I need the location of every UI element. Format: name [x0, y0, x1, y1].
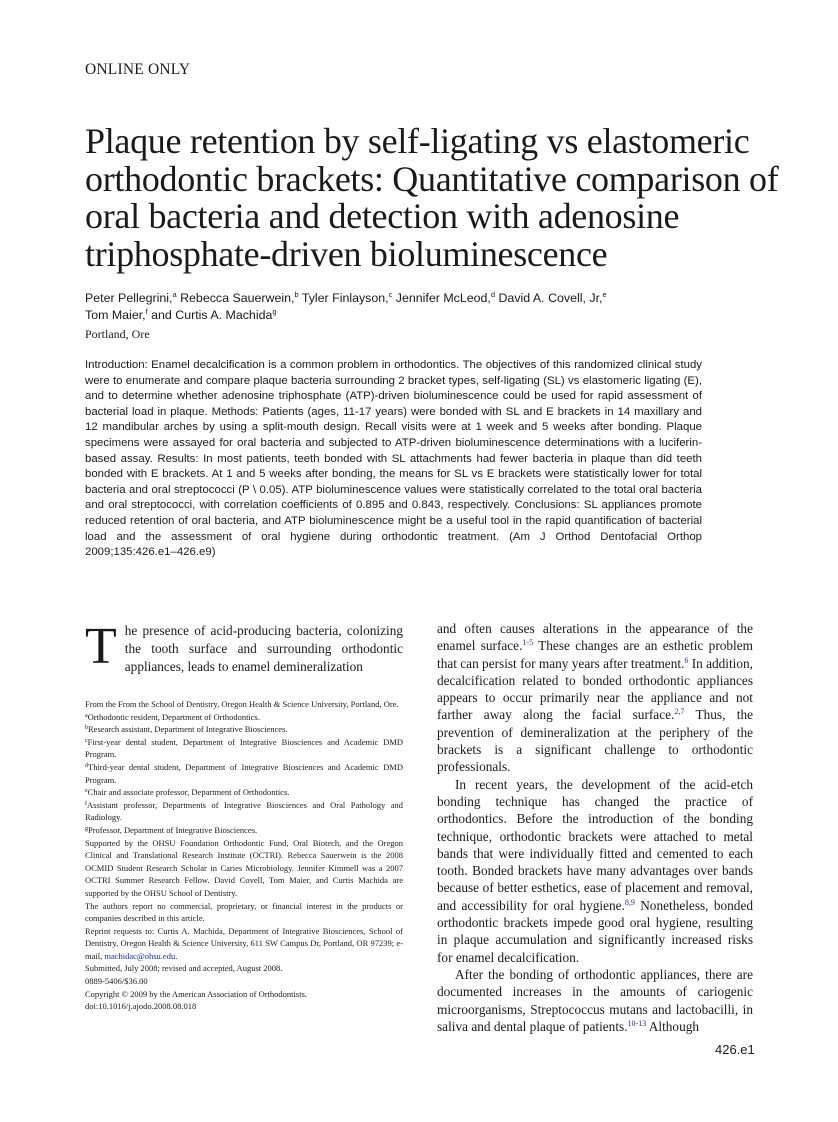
footnote-copyright: Copyright © 2009 by the American Association of Orthodontists. [85, 988, 308, 999]
body-paragraph: and often causes alterations in the appearance of the enamel surface.$^{1-5}$ These changes are an esthetic problem that can persist for many years after treatment.$^6$ In addition, decalcification related to bonded orthodontic appliances appears to occur primarily near the appliance and not farther away along the facial surface.$^{2,7}$ Thus, the prevention of demineralization at the periphery of the brackets is a significant challenge to orthodontic professionals. [437, 621, 754, 775]
article-title: Plaque retention by self-ligating vs elastomeric orthodontic brackets: Quantitative comparison of oral bacteria and detection with adenosine triphosphate-driven bioluminescence [85, 121, 779, 274]
author: Tyler Finlayson,$^c$ [301, 290, 393, 305]
email-link[interactable]: machidac@ohsu.edu [104, 950, 176, 961]
footnote-affiliation: $^f$Assistant professor, Departments of Integrative Biosciences and Oral Pathology and Radiology. [85, 799, 403, 823]
footnote-disclosure: The authors report no commercial, proprietary, or financial interest in the products or companies described in this article. [85, 900, 403, 924]
intro-block [85, 618, 403, 675]
citation-link[interactable]: 2,7 [674, 707, 685, 717]
citation-link[interactable]: 8,9 [624, 897, 635, 907]
footnote-affiliation: $^e$Chair and associate professor, Department of Orthodontics. [85, 787, 290, 798]
author: and Curtis A. Machida$^g$ [151, 307, 277, 322]
footnote-affiliation: $^d$Third-year dental student, Department of Integrative Biosciences and Academic DMD Program. [85, 761, 403, 785]
footnote-from: From the From the School of Dentistry, Oregon Health & Science University, Portland, Ore. [85, 699, 399, 709]
drop-cap: T [85, 618, 117, 675]
footnote-affiliation: $^g$Professor, Department of Integrative Biosciences. [85, 824, 258, 835]
body-paragraph: After the bonding of orthodontic appliances, there are documented increases in the amounts of cariogenic microorganisms, Streptococcus mutans and lactobacilli, in saliva and dental plaque of patients.$^{10-13}$ Although [437, 966, 753, 1034]
citation-link[interactable]: 10-13 [627, 1018, 647, 1028]
footnotes [85, 698, 403, 1013]
section-label: ONLINE ONLY [85, 61, 191, 78]
author: David A. Covell, Jr,$^e$ [498, 290, 607, 305]
footnote-submitted: Submitted, July 2008; revised and accepted, August 2008. [85, 963, 283, 974]
author: Peter Pellegrini,$^a$ [85, 290, 177, 305]
author-list [85, 290, 725, 324]
page-number: 426.e1 [715, 1042, 755, 1057]
author: Jennifer McLeod,$^d$ [395, 290, 496, 305]
citation-link[interactable]: 6 [684, 655, 689, 665]
intro-paragraph: The presence of acid-producing bacteria, colonizing the tooth surface and surrounding orthodontic appliances, leads to enamel demineralization [85, 618, 403, 675]
abstract: Introduction: Enamel decalcification is a common problem in orthodontics. The objectives of this randomized clinical study were to enumerate and compare plaque bacteria surrounding 2 bracket types, self-ligating (SL) vs elastomeric ligating (E), and to determine whether adenosine triphosphate (ATP)-driven bioluminescence could be used for rapid assessment of bacterial load in plaque. Methods: Patients (ages, 11-17 years) were bonded with SL and E brackets in 14 maxillary and 12 mandibular arches by using a split-mouth design. Recall visits were at 1 week and 5 weeks after bonding. Plaque specimens were assayed for oral bacteria and subjected to ATP-driven bioluminescence determinations with a luciferin-based assay. Results: In most patients, teeth bonded with SL attachments had fewer bacteria in plaque than did teeth bonded with E brackets. At 1 and 5 weeks after bonding, the means for SL vs E brackets were statistically lower for total bacteria and oral streptococci (P \ 0.05). ATP bioluminescence values were statistically correlated to the total oral bacteria and oral streptococci, with correlation coefficients of 0.895 and 0.843, respectively. Conclusions: SL appliances promote reduced retention of oral bacteria, and ATP bioluminescence might be a useful tool in the rapid quantification of bacterial load and the assessment of oral hygiene during orthodontic treatment. (Am J Orthod Dentofacial Orthop 2009;135:426.e1–426.e9) [85, 359, 702, 559]
body-column [437, 620, 753, 1035]
body-paragraph: In recent years, the development of the acid-etch bonding technique has changed the practice of orthodontics. Before the introduction of the bonding technique, orthodontic brackets were attached to metal bands that were individually fitted and cemented to each tooth. Bonded brackets have many advantages over bands because of better esthetics, ease of placement and removal, and accessibility for oral hygiene.$^{8,9}$ Nonetheless, bonded orthodontic brackets impede good oral hygiene, resulting in plaque accumulation and significantly increased risks for enamel decalcification. [437, 776, 753, 965]
footnote-affiliation: $^c$First-year dental student, Department of Integrative Biosciences and Academic DMD Program. [85, 736, 403, 760]
footnote-doi: doi:10.1016/j.ajodo.2008.08.018 [85, 1001, 197, 1012]
author-location: Portland, Ore [85, 327, 150, 341]
footnote-affiliation: $^b$Research assistant, Department of Integrative Biosciences. [85, 724, 288, 735]
citation-link[interactable]: 1-5 [522, 638, 534, 648]
author: Tom Maier,$^f$ [85, 307, 148, 322]
footnote-issn: 0889-5406/$36.00 [85, 976, 148, 987]
footnote-reprint: Reprint requests to: Curtis A. Machida, Department of Integrative Biosciences, School of Dentistry, Oregon Health & Science University, 611 SW Campus Dr, Portland, OR 97239; e-mail, machidac@ohsu.edu. [85, 925, 403, 961]
author: Rebecca Sauerwein,$^b$ [180, 290, 299, 305]
footnote-support: Supported by the OHSU Foundation Orthodontic Fund, Oral Biotech, and the Oregon Clinical and Translational Research Institute (OCTRI). Rebecca Sauerwein is the 2008 OCMID Student Research Scholar in Caries Microbiology. Jennifer Kimmell was a 2007 OCTRI Summer Research Fellow. David Covell, Tom Maier, and Curtis Machida are supported by the OHSU School of Dentistry. [85, 837, 403, 898]
footnote-affiliation: $^a$Orthodontic resident, Department of Orthodontics. [85, 711, 260, 722]
